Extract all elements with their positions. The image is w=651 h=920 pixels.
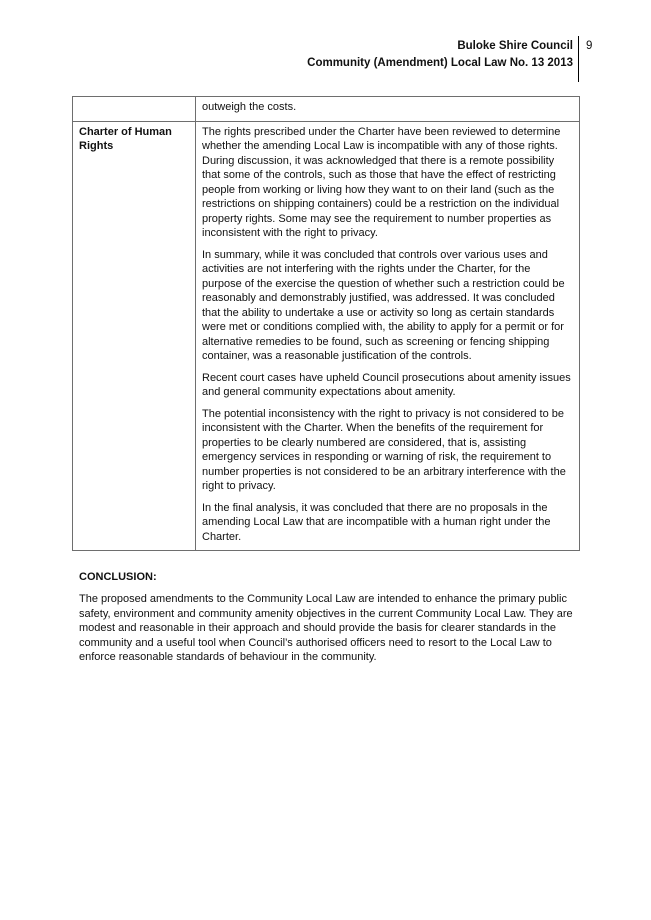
page-header	[307, 38, 573, 72]
row-paragraph: Recent court cases have upheld Council prosecutions about amenity issues and general community expectations about amenity.	[202, 371, 571, 398]
conclusion-heading: CONCLUSION:	[79, 571, 157, 583]
header-divider	[578, 36, 579, 82]
header-council-name: Buloke Shire Council	[457, 40, 573, 52]
row-paragraph: outweigh the costs.	[202, 101, 297, 113]
row-content	[196, 97, 580, 122]
row-paragraph: In the final analysis, it was concluded that there are no proposals in the amending Local Law that are incompatible with a human right under the Charter.	[202, 501, 551, 543]
row-paragraph: In summary, while it was concluded that controls over various uses and activities are not interfering with the rights under the Charter, for the purpose of the exercise the question of whether such a restriction could be reasonably and demonstrably justified, was addressed. It was concluded that the ability to undertake a use or activity so long as certain standards were met or conditions complied with, the ability to apply for a permit or for alternative remedies to be found, such as screening or fencing shipping container, was a reasonable justification of the controls.	[202, 248, 565, 362]
header-document-title: Community (Amendment) Local Law No. 13 2013	[307, 57, 573, 69]
conclusion-paragraph: The proposed amendments to the Community Local Law are intended to enhance the primary public safety, environment and community amenity objectives in the current Community Local Law. They are modest and reasonable in their approach and should provide the basis for clearer standards in the community and a useful tool when Council’s authorised officers need to resort to the Local Law to enforce reasonable standards of behaviour in the community.	[79, 593, 573, 664]
row-paragraph: The potential inconsistency with the right to privacy is not considered to be inconsistent with the Charter. When the benefits of the requirement for properties to be clearly numbered are considered, that is, assisting emergency services in responding or warning of risk, the requirement to number properties is not considered to be an arbitrary interference with the right to privacy.	[202, 407, 566, 492]
row-paragraph: The rights prescribed under the Charter have been reviewed to determine whether the amending Local Law is incompatible with any of those rights. During discussion, it was acknowledged that there is a remote possibility that some of the controls, such as those that have the effect of restricting people from working or living how they want to on their land (such as the restrictions on shipping containers) could be a restriction on the individual property rights. Some may see the requirement to number properties as inconsistent with the right to privacy.	[202, 125, 561, 239]
page-number: 9	[586, 40, 593, 52]
table-row	[73, 97, 580, 122]
table-row	[73, 121, 580, 551]
row-label	[73, 97, 196, 122]
row-content	[196, 121, 580, 551]
charter-table	[72, 96, 580, 551]
row-label: Charter of Human Rights	[73, 121, 196, 551]
